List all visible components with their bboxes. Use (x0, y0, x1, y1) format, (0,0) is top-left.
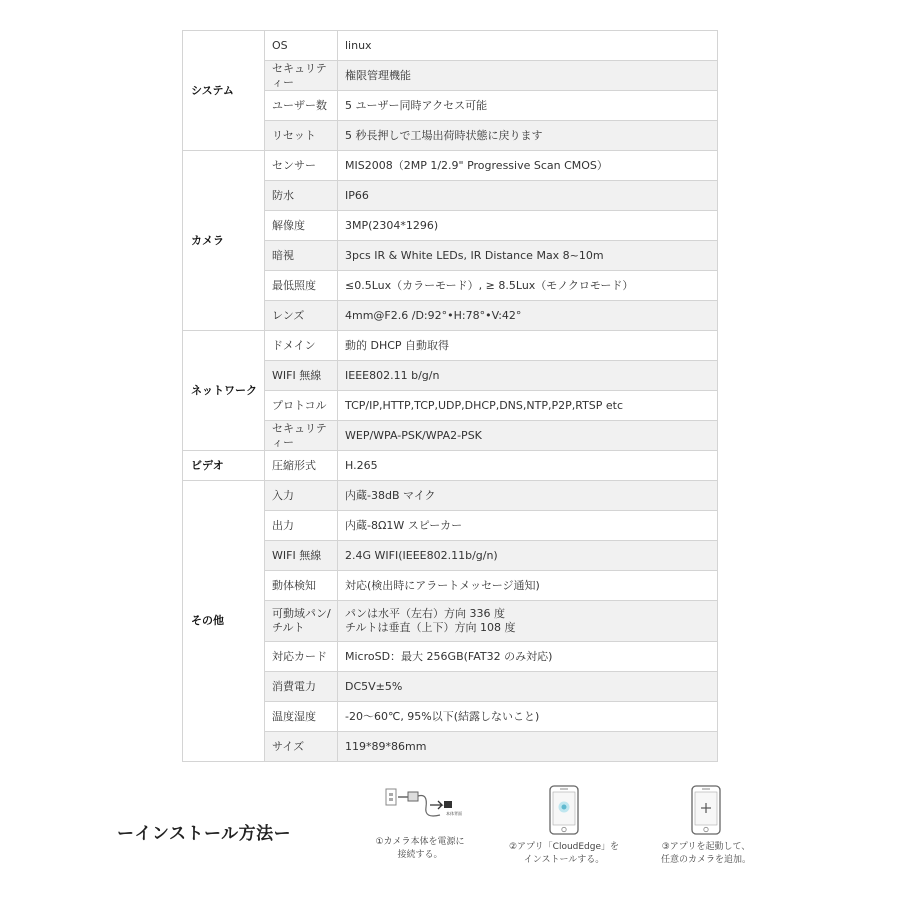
spec-value: 内蔵-8Ω1W スピーカー (338, 511, 718, 541)
step-3-caption-line1: ③アプリを起動して、 (661, 842, 751, 852)
spec-row (183, 451, 718, 481)
step-2-caption-line1: ②アプリ「CloudEdge」を (508, 842, 620, 852)
spec-label: ユーザー数 (265, 91, 338, 121)
spec-value: 動的 DHCP 自動取得 (338, 331, 718, 361)
spec-value: 2.4G WIFI(IEEE802.11b/g/n) (338, 541, 718, 571)
install-title: ーインストール方法ー (117, 824, 292, 844)
spec-value: IP66 (338, 181, 718, 211)
spec-label: 防水 (265, 181, 338, 211)
spec-value: 3MP(2304*1296) (338, 211, 718, 241)
spec-value: WEP/WPA-PSK/WPA2-PSK (338, 421, 718, 451)
spec-label: 温度湿度 (265, 702, 338, 732)
spec-value: 5 ユーザー同時アクセス可能 (338, 91, 718, 121)
spec-value: 119*89*86mm (338, 732, 718, 762)
spec-value: 権限管理機能 (338, 61, 718, 91)
spec-label: WIFI 無線 (265, 361, 338, 391)
spec-value: 対応(検出時にアラートメッセージ通知) (338, 571, 718, 601)
install-step-3 (636, 785, 776, 867)
spec-value: MicroSD：最大 256GB(FAT32 のみ対応) (338, 642, 718, 672)
spec-label: レンズ (265, 301, 338, 331)
spec-category: その他 (183, 481, 265, 762)
spec-label: リセット (265, 121, 338, 151)
spec-value: IEEE802.11 b/g/n (338, 361, 718, 391)
spec-label: ドメイン (265, 331, 338, 361)
spec-value: 3pcs IR & White LEDs, IR Distance Max 8~10m (338, 241, 718, 271)
install-step-1 (350, 785, 490, 862)
spec-label: セキュリティー (265, 61, 338, 91)
spec-label: 暗視 (265, 241, 338, 271)
spec-label: 消費電力 (265, 672, 338, 702)
spec-value: MIS2008（2MP 1/2.9" Progressive Scan CMOS） (338, 151, 718, 181)
spec-label: センサー (265, 151, 338, 181)
install-step-2 (494, 785, 634, 867)
spec-label: 圧縮形式 (265, 451, 338, 481)
spec-category: ネットワーク (183, 331, 265, 451)
spec-table (182, 30, 718, 762)
spec-label: 出力 (265, 511, 338, 541)
spec-label: サイズ (265, 732, 338, 762)
spec-label: 可動域パン/ チルト (265, 601, 338, 642)
spec-value: 内蔵-38dB マイク (338, 481, 718, 511)
spec-table-body (183, 31, 718, 762)
tiny-label: 本体背面 (446, 811, 462, 816)
spec-value: 5 秒長押しで工場出荷時状態に戻ります (338, 121, 718, 151)
spec-value: パンは水平（左右）方向 336 度 チルトは垂直（上下）方向 108 度 (338, 601, 718, 642)
spec-label: 解像度 (265, 211, 338, 241)
spec-label: 最低照度 (265, 271, 338, 301)
spec-label: 入力 (265, 481, 338, 511)
spec-label: OS (265, 31, 338, 61)
spec-row (183, 331, 718, 361)
spec-category: システム (183, 31, 265, 151)
spec-value: -20～60℃, 95%以下(結露しないこと) (338, 702, 718, 732)
step-1-caption-line1: ①カメラ本体を電源に (375, 837, 465, 847)
spec-row (183, 481, 718, 511)
spec-value: 4mm@F2.6 /D:92°•H:78°•V:42° (338, 301, 718, 331)
step-1-caption-line2: 接続する。 (397, 850, 443, 860)
spec-label: WIFI 無線 (265, 541, 338, 571)
spec-value: H.265 (338, 451, 718, 481)
smartphone-app-icon (549, 785, 579, 835)
spec-value: DC5V±5% (338, 672, 718, 702)
spec-value: TCP/IP,HTTP,TCP,UDP,DHCP,DNS,NTP,P2P,RTSP etc (338, 391, 718, 421)
spec-category: カメラ (183, 151, 265, 331)
spec-row (183, 31, 718, 61)
spec-value: ≤0.5Lux（カラーモード）, ≥ 8.5Lux（モノクロモード） (338, 271, 718, 301)
spec-row (183, 151, 718, 181)
spec-value: linux (338, 31, 718, 61)
spec-label: 対応カード (265, 642, 338, 672)
spec-label: 動体検知 (265, 571, 338, 601)
spec-label: プロトコル (265, 391, 338, 421)
spec-label: セキュリティー (265, 421, 338, 451)
spec-category: ビデオ (183, 451, 265, 481)
smartphone-add-icon (691, 785, 721, 835)
power-plug-icon (380, 785, 460, 830)
step-2-caption-line2: インストールする。 (523, 855, 605, 865)
step-3-caption-line2: 任意のカメラを追加。 (660, 855, 751, 865)
